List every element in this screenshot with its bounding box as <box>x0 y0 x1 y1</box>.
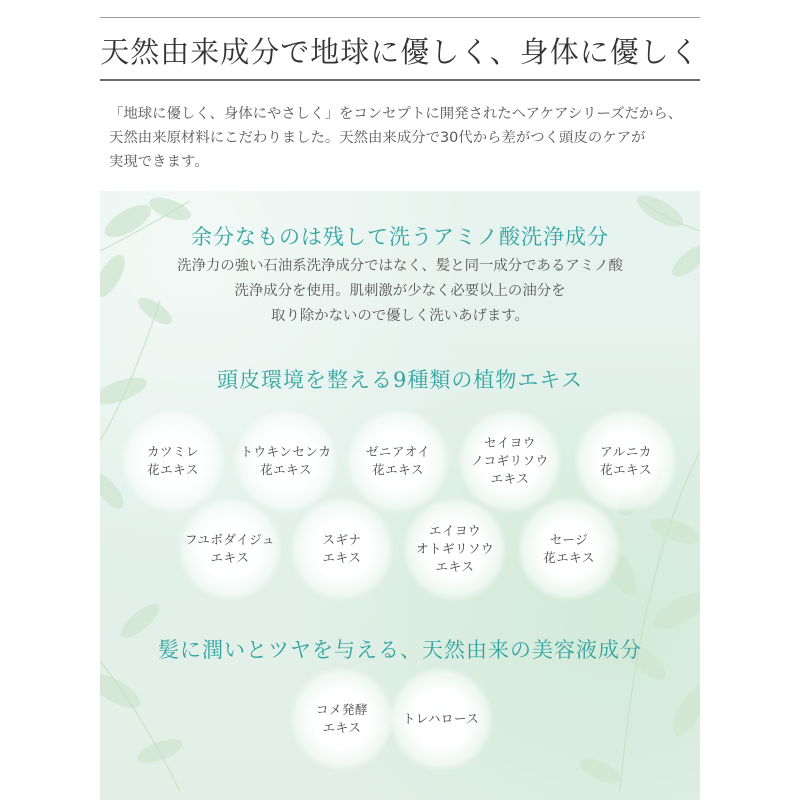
botanical-name: スギナ エキス <box>322 532 362 565</box>
serum-name: トレハロース <box>402 711 480 726</box>
botanical-name: エイヨウ オトギリソウ エキス <box>415 523 494 574</box>
botanical-bubble <box>234 409 338 513</box>
serum-bubble <box>290 667 394 771</box>
botanical-bubble <box>346 409 450 513</box>
amino-section-title: 余分なものは残して洗うアミノ酸洗浄成分 <box>191 225 609 249</box>
page-title: 天然由来成分で地球に優しく、身体に優しく <box>100 35 700 69</box>
botanical-name: フユボダイジュ エキス <box>185 532 275 565</box>
intro-line: 天然由来原材料にこだわりました。天然由来成分で30代から差がつく頭皮のケアが <box>109 130 646 146</box>
botanical-bubble <box>458 409 562 513</box>
amino-line: 洗浄成分を使用。肌刺激が少なく必要以上の油分を <box>234 283 566 299</box>
botanical-name: カツミレ 花エキス <box>146 444 199 477</box>
amino-section-body <box>100 254 700 329</box>
title-underline <box>100 79 700 81</box>
serum-name: コメ発酵 エキス <box>315 702 368 735</box>
intro-line: 実現できます。 <box>109 154 209 170</box>
amino-line: 取り除かないので優しく洗いあげます。 <box>271 308 529 324</box>
botanical-bubble <box>290 497 394 601</box>
botanical-bubble <box>178 497 282 601</box>
serum-bubble <box>389 667 493 771</box>
botanical-name: ゼニアオイ 花エキス <box>365 444 431 477</box>
botanical-bubble <box>121 409 225 513</box>
intro-line: 「地球に優しく、身体にやさしく」をコンセプトに開発されたヘアケアシリーズだから、 <box>109 106 683 122</box>
botanical-name: トウキンセンカ 花エキス <box>240 444 332 477</box>
botanical-name: セイヨウ ノコギリソウ エキス <box>471 435 549 486</box>
amino-line: 洗浄力の強い石油系洗浄成分ではなく、髪と同一成分であるアミノ酸 <box>177 258 623 274</box>
ingredients-panel <box>100 191 700 800</box>
top-rule <box>100 17 700 18</box>
botanical-bubble <box>403 497 507 601</box>
botanical-section-title: 頭皮環境を整える9種類の植物エキス <box>217 368 583 392</box>
botanical-bubble <box>517 497 621 601</box>
intro-text <box>109 102 709 174</box>
serum-section-title: 髪に潤いとツヤを与える、天然由来の美容液成分 <box>158 638 642 662</box>
botanical-name: セージ 花エキス <box>543 532 595 565</box>
botanical-bubble <box>574 409 678 513</box>
botanical-name: アルニカ 花エキス <box>600 444 652 477</box>
